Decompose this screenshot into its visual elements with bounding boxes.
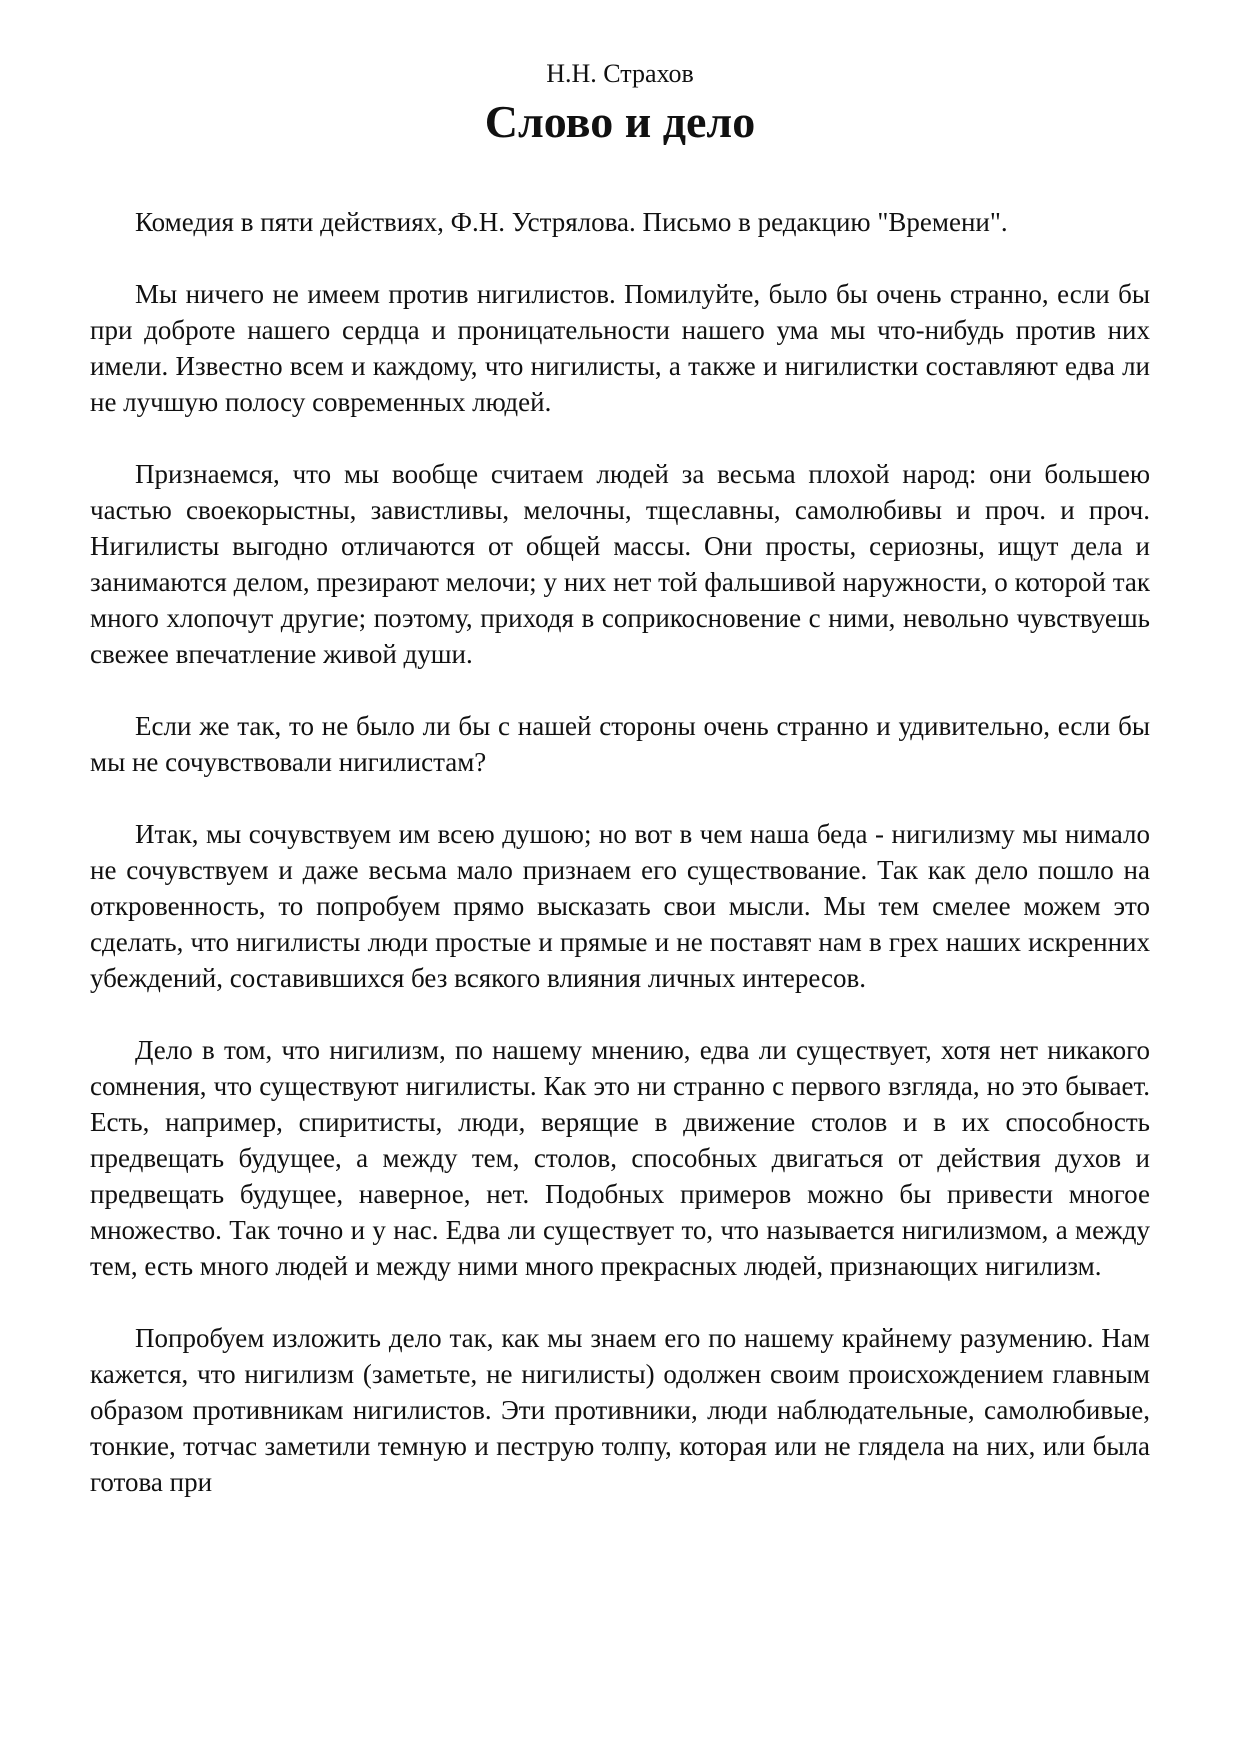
- paragraph-2: Признаемся, что мы вообще считаем людей за весьма плохой народ: они большею частью своекорыстны, завистливы, мелочны, тщеславны, самолюбивы и проч. и проч. Нигилисты выгодно отличаются от общей массы. Они просты, сериозны, ищут дела и занимаются делом, презирают мелочи; у них нет той фальшивой наружности, о которой так много хлопочут другие; поэтому, приходя в соприкосновение с ними, невольно чувствуешь свежее впечатление живой души.: [90, 459, 1150, 669]
- document-page: [90, 56, 1150, 1500]
- paragraph-4: Итак, мы сочувствуем им всею душою; но вот в чем наша беда - нигилизму мы нимало не сочувствуем и даже весьма мало признаем его существование. Так как дело пошло на откровенность, то попробуем прямо высказать свои мысли. Мы тем смелее можем это сделать, что нигилисты люди простые и прямые и не поставят нам в грех наших искренних убеждений, составившихся без всякого влияния личных интересов.: [90, 819, 1150, 993]
- document-title: Слово и дело: [484, 96, 756, 147]
- paragraph-6: Попробуем изложить дело так, как мы знаем его по нашему крайнему разумению. Нам кажется, что нигилизм (заметьте, не нигилисты) одолжен своим происхождением главным образом противникам нигилистов. Эти противники, люди наблюдательные, самолюбивые, тонкие, тотчас заметили темную и пеструю толпу, которая или не глядела на них, или была готова при: [90, 1323, 1150, 1497]
- document-subtitle: Комедия в пяти действиях, Ф.Н. Устрялова. Письмо в редакцию "Времени".: [135, 207, 1008, 237]
- author-name: Н.Н. Страхов: [546, 59, 694, 88]
- paragraph-5: Дело в том, что нигилизм, по нашему мнению, едва ли существует, хотя нет никакого сомнения, что существуют нигилисты. Как это ни странно с первого взгляда, но это бывает. Есть, например, спиритисты, люди, верящие в движение столов и в их способность предвещать будущее, а между тем, столов, способных двигаться от действия духов и предвещать будущее, наверное, нет. Подобных примеров можно бы привести многое множество. Так точно и у нас. Едва ли существует то, что называется нигилизмом, а между тем, есть много людей и между ними много прекрасных людей, признающих нигилизм.: [90, 1035, 1150, 1281]
- paragraph-3: Если же так, то не было ли бы с нашей стороны очень странно и удивительно, если бы мы не сочувствовали нигилистам?: [90, 711, 1150, 777]
- paragraph-1: Мы ничего не имеем против нигилистов. Помилуйте, было бы очень странно, если бы при доброте нашего сердца и проницательности нашего ума мы что-нибудь против них имели. Известно всем и каждому, что нигилисты, а также и нигилистки составляют едва ли не лучшую полосу современных людей.: [90, 279, 1150, 417]
